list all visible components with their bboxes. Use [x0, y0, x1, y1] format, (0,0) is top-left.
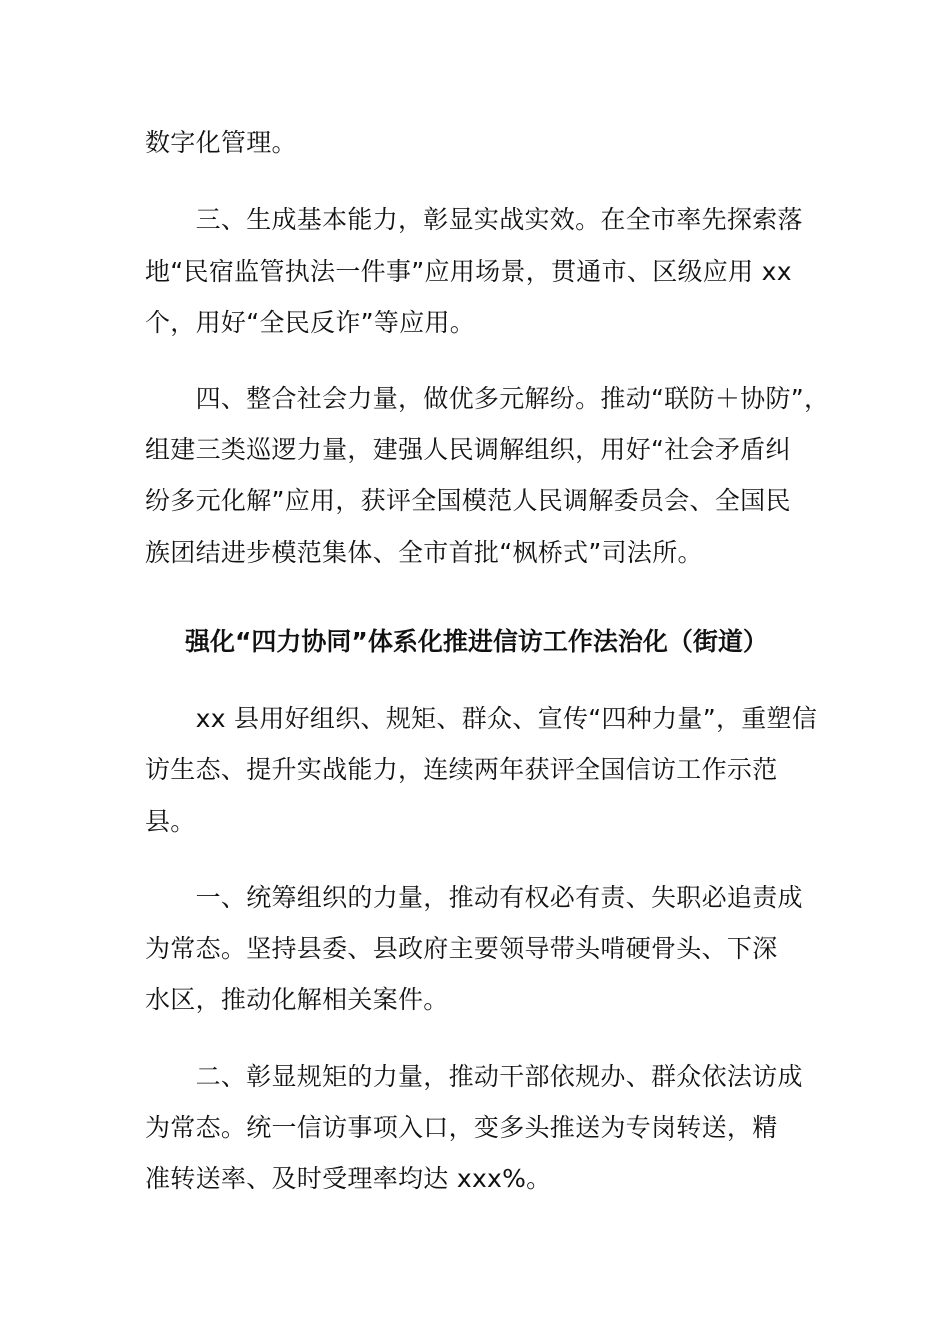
paragraph-line: 县。: [145, 807, 196, 836]
paragraph-line: 准转送率、及时受理率均达 xxx%。: [145, 1164, 552, 1193]
paragraph-line: 四、整合社会力量，做优多元解纷。推动“联防＋协防”，: [145, 384, 830, 413]
paragraph-line: 为常态。统一信访事项入口，变多头推送为专岗转送，精: [145, 1113, 778, 1142]
paragraph-line: 个，用好“全民反诈”等应用。: [145, 308, 476, 337]
section-heading: 强化“四力协同”体系化推进信访工作法治化（街道）: [185, 627, 768, 656]
paragraph-line: 访生态、提升实战能力，连续两年获评全国信访工作示范: [145, 755, 778, 784]
paragraph-line: xx 县用好组织、规矩、群众、宣传“四种力量”，重塑信: [145, 704, 818, 733]
paragraph-line: 族团结进步模范集体、全市首批“枫桥式”司法所。: [145, 538, 703, 567]
paragraph-line: 数字化管理。: [145, 128, 297, 157]
paragraph-line: 为常态。坚持县委、县政府主要领导带头啃硬骨头、下深: [145, 934, 778, 963]
paragraph-line: 组建三类巡逻力量，建强人民调解组织，用好“社会矛盾纠: [145, 435, 791, 464]
paragraph-line: 一、统筹组织的力量，推动有权必有责、失职必追责成: [145, 883, 803, 912]
paragraph-line: 水区，推动化解相关案件。: [145, 985, 449, 1014]
paragraph-line: 二、彰显规矩的力量，推动干部依规办、群众依法访成: [145, 1062, 803, 1091]
paragraph-line: 地“民宿监管执法一件事”应用场景，贯通市、区级应用 xx: [145, 257, 792, 286]
paragraph-line: 三、生成基本能力，彰显实战实效。在全市率先探索落: [145, 205, 803, 234]
paragraph-line: 纷多元化解”应用，获评全国模范人民调解委员会、全国民: [145, 486, 791, 515]
